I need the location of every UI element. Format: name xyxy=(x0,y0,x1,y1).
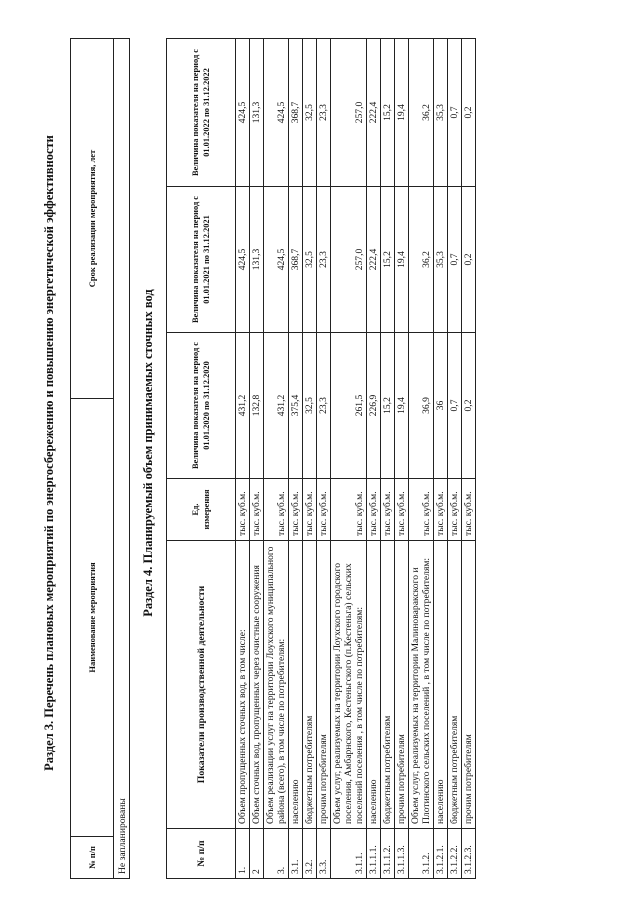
row-unit: тыс. куб.м. xyxy=(395,478,409,540)
row-unit: тыс. куб.м. xyxy=(409,478,434,540)
section3-header-row xyxy=(71,38,114,878)
row-value-2021: 0,7 xyxy=(448,186,462,332)
row-num: 2 xyxy=(250,828,264,878)
row-num: 3.1. xyxy=(289,828,303,878)
section3-table xyxy=(70,38,130,879)
row-value-2020: 431,2 xyxy=(236,332,250,478)
table-row xyxy=(303,38,317,878)
section3-empty-row xyxy=(114,38,130,878)
row-unit: тыс. куб.м. xyxy=(264,478,289,540)
section4-header-indicator: Показатели производственной деятельности xyxy=(167,540,236,828)
row-value-2022: 36,2 xyxy=(409,38,434,186)
row-value-2022: 131,3 xyxy=(250,38,264,186)
table-row xyxy=(381,38,395,878)
row-num: 3.1.2.3. xyxy=(462,828,476,878)
row-unit: тыс. куб.м. xyxy=(434,478,448,540)
row-indicator: бюджетным потребителям xyxy=(448,540,462,828)
row-num: 3.1.2. xyxy=(409,828,434,878)
row-value-2021: 23,3 xyxy=(317,186,331,332)
row-indicator: прочим потребителям xyxy=(462,540,476,828)
table-row xyxy=(236,38,250,878)
row-value-2020: 19,4 xyxy=(395,332,409,478)
section4-header-row xyxy=(167,38,236,878)
table-row xyxy=(289,38,303,878)
row-value-2021: 131,3 xyxy=(250,186,264,332)
row-indicator: Объем услуг, реализуемых на территории Лоухского городского поселения, Амбарнского, Кестеньгского (п.Кестеньга) сельских поселений поселения , в том числе по потребителям: xyxy=(331,540,367,828)
row-num: 3.2. xyxy=(303,828,317,878)
row-unit: тыс. куб.м. xyxy=(331,478,367,540)
table-row xyxy=(317,38,331,878)
section4-body xyxy=(236,38,476,878)
table-row xyxy=(264,38,289,878)
section4-title: Раздел 4. Планируемый объем принимаемых сточных вод xyxy=(141,288,155,617)
row-unit: тыс. куб.м. xyxy=(462,478,476,540)
row-value-2021: 368,7 xyxy=(289,186,303,332)
row-value-2022: 0,7 xyxy=(448,38,462,186)
row-value-2022: 368,7 xyxy=(289,38,303,186)
row-num: 3.1.2.1. xyxy=(434,828,448,878)
row-value-2021: 35,3 xyxy=(434,186,448,332)
row-indicator: населению xyxy=(289,540,303,828)
row-value-2021: 15,2 xyxy=(381,186,395,332)
row-indicator: Объем реализации услуг на территории Лоухского муниципального района (всего), в том числе по потребителям: xyxy=(264,540,289,828)
row-value-2022: 19,4 xyxy=(395,38,409,186)
row-value-2020: 431,2 xyxy=(264,332,289,478)
section3-not-planned: Не запланированы xyxy=(114,38,130,878)
row-value-2020: 226,9 xyxy=(367,332,381,478)
row-unit: тыс. куб.м. xyxy=(303,478,317,540)
row-num: 3.1.1.2. xyxy=(381,828,395,878)
section3-header-term: Срок реализации мероприятия, лет xyxy=(71,38,114,398)
row-value-2022: 32,5 xyxy=(303,38,317,186)
row-value-2021: 424,5 xyxy=(264,186,289,332)
row-unit: тыс. куб.м. xyxy=(250,478,264,540)
row-indicator: бюджетным потребителям xyxy=(303,540,317,828)
row-value-2020: 0,7 xyxy=(448,332,462,478)
table-row xyxy=(462,38,476,878)
table-row xyxy=(331,38,367,878)
row-value-2020: 0,2 xyxy=(462,332,476,478)
row-value-2022: 0,2 xyxy=(462,38,476,186)
section4-header-num: № п/п xyxy=(167,828,236,878)
table-row xyxy=(367,38,381,878)
row-num: 3.1.1.3. xyxy=(395,828,409,878)
row-value-2022: 424,5 xyxy=(264,38,289,186)
section4-header-2022: Величина показателя на период с 01.01.2022 по 31.12.2022 xyxy=(167,38,236,186)
row-value-2022: 222,4 xyxy=(367,38,381,186)
row-num: 1. xyxy=(236,828,250,878)
row-num: 3. xyxy=(264,828,289,878)
row-value-2021: 257,0 xyxy=(331,186,367,332)
row-value-2021: 19,4 xyxy=(395,186,409,332)
row-unit: тыс. куб.м. xyxy=(289,478,303,540)
row-value-2020: 32,5 xyxy=(303,332,317,478)
row-value-2021: 32,5 xyxy=(303,186,317,332)
row-indicator: прочим потребителям xyxy=(317,540,331,828)
row-unit: тыс. куб.м. xyxy=(448,478,462,540)
row-value-2020: 36 xyxy=(434,332,448,478)
table-row xyxy=(448,38,462,878)
row-num: 3.1.1.1. xyxy=(367,828,381,878)
row-unit: тыс. куб.м. xyxy=(367,478,381,540)
section3-title: Раздел 3. Перечень плановых мероприятий по энергосбережению и повышению энергетической эффективности xyxy=(42,134,56,771)
row-value-2022: 23,3 xyxy=(317,38,331,186)
row-indicator: населению xyxy=(367,540,381,828)
table-row xyxy=(409,38,434,878)
row-num: 3.3. xyxy=(317,828,331,878)
row-num: 3.1.1. xyxy=(331,828,367,878)
row-value-2022: 257,0 xyxy=(331,38,367,186)
section3-header-num: № п/п xyxy=(71,836,114,878)
section4-table xyxy=(166,38,476,879)
rotated-page xyxy=(20,13,620,893)
row-value-2020: 132,8 xyxy=(250,332,264,478)
row-indicator: Объем пропущенных сточных вод, в том числе: xyxy=(236,540,250,828)
row-value-2021: 36,2 xyxy=(409,186,434,332)
row-value-2021: 424,5 xyxy=(236,186,250,332)
row-unit: тыс. куб.м. xyxy=(381,478,395,540)
row-indicator: прочим потребителям xyxy=(395,540,409,828)
row-value-2020: 261,5 xyxy=(331,332,367,478)
row-indicator: населению xyxy=(434,540,448,828)
row-value-2020: 375,4 xyxy=(289,332,303,478)
row-unit: тыс. куб.м. xyxy=(236,478,250,540)
row-indicator: Объем сточных вод, пропущенных через очистные сооружения xyxy=(250,540,264,828)
section4-header-2020: Величина показателя на период с 01.01.2020 по 31.12.2020 xyxy=(167,332,236,478)
row-num: 3.1.2.2. xyxy=(448,828,462,878)
row-value-2021: 0,2 xyxy=(462,186,476,332)
row-value-2022: 424,5 xyxy=(236,38,250,186)
row-indicator: Объем услуг, реализуемых на территории Малиноваракского и Плотинского сельских поселений , в том числе по потребителям: xyxy=(409,540,434,828)
row-value-2020: 15,2 xyxy=(381,332,395,478)
table-row xyxy=(250,38,264,878)
row-value-2020: 36,9 xyxy=(409,332,434,478)
table-row xyxy=(395,38,409,878)
row-value-2021: 222,4 xyxy=(367,186,381,332)
row-value-2022: 15,2 xyxy=(381,38,395,186)
row-indicator: бюджетным потребителям xyxy=(381,540,395,828)
row-value-2020: 23,3 xyxy=(317,332,331,478)
section3-header-name: Наименование мероприятия xyxy=(71,398,114,836)
row-value-2022: 35,3 xyxy=(434,38,448,186)
row-unit: тыс. куб.м. xyxy=(317,478,331,540)
section4-header-2021: Величина показателя на период с 01.01.2021 по 31.12.2021 xyxy=(167,186,236,332)
section4-header-unit: Ед. измерения xyxy=(167,478,236,540)
table-row xyxy=(434,38,448,878)
